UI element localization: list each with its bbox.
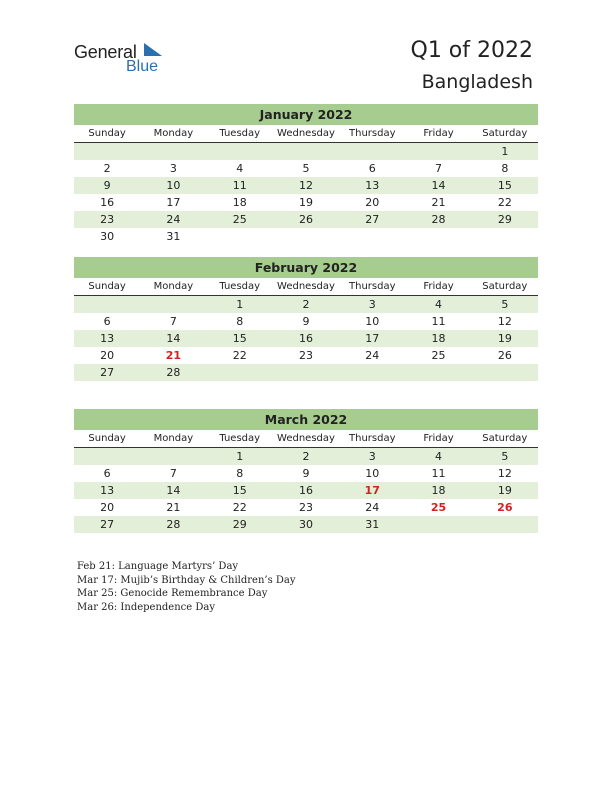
week-row [74, 482, 538, 499]
day-cell [273, 364, 339, 381]
logo-word-general: General [74, 42, 137, 62]
day-cell: 3 [169, 162, 177, 175]
brand-logo [74, 42, 174, 78]
day-cell: 12 [497, 315, 512, 328]
week-row [74, 499, 538, 516]
day-cell [207, 364, 273, 381]
day-cell: 30 [100, 230, 115, 243]
day-cell: 28 [166, 518, 181, 531]
week-row [74, 330, 538, 347]
week-row [74, 364, 538, 381]
weekday-label: Thursday [349, 433, 396, 444]
day-cell: 20 [365, 196, 380, 209]
day-cell: 7 [435, 162, 443, 175]
day-cell: 6 [103, 467, 111, 480]
week-row [74, 465, 538, 482]
holiday-note: Mar 17: Mujib’s Birthday & Children’s Day [77, 574, 296, 586]
day-cell: 12 [298, 179, 313, 192]
month-calendar-january [74, 104, 538, 245]
day-cell [339, 143, 405, 160]
holiday-day-cell: 17 [364, 484, 380, 497]
day-cell: 14 [166, 332, 181, 345]
day-cell: 22 [232, 349, 247, 362]
day-cell: 10 [365, 315, 380, 328]
day-cell: 1 [236, 450, 244, 463]
day-cell: 5 [501, 450, 509, 463]
day-cell: 2 [302, 450, 310, 463]
week-row [74, 160, 538, 177]
day-cell: 15 [232, 484, 247, 497]
day-cell: 23 [298, 349, 313, 362]
week-row [74, 194, 538, 211]
day-cell: 11 [431, 315, 446, 328]
day-cell: 18 [232, 196, 247, 209]
day-cell: 27 [100, 366, 115, 379]
day-cell: 11 [431, 467, 446, 480]
day-cell [339, 364, 405, 381]
day-cell [140, 296, 206, 313]
day-cell: 1 [501, 145, 509, 158]
day-cell: 4 [435, 450, 443, 463]
weekday-label: Saturday [482, 128, 528, 139]
day-cell: 10 [166, 179, 181, 192]
day-cell: 23 [298, 501, 313, 514]
holiday-note: Mar 25: Genocide Remembrance Day [77, 588, 268, 599]
day-cell: 3 [368, 298, 376, 311]
day-cell: 19 [298, 196, 313, 209]
weekday-label: Friday [423, 128, 454, 139]
day-cell: 25 [232, 213, 247, 226]
weekday-label: Saturday [482, 433, 528, 444]
week-row [74, 211, 538, 228]
day-cell [405, 228, 471, 245]
holiday-day-cell: 26 [497, 501, 513, 514]
day-cell: 7 [169, 315, 177, 328]
day-cell [140, 143, 206, 160]
weekday-label: Monday [153, 128, 194, 139]
weekday-label: Monday [153, 433, 194, 444]
weekday-label: Saturday [482, 281, 528, 292]
weekday-header-row [74, 125, 538, 143]
month-header: January 2022 [74, 104, 538, 125]
day-cell: 23 [100, 213, 115, 226]
weekday-label: Thursday [349, 128, 396, 139]
day-cell: 31 [166, 230, 181, 243]
day-cell: 8 [236, 315, 244, 328]
week-row [74, 228, 538, 245]
day-cell: 24 [166, 213, 181, 226]
day-cell: 16 [298, 484, 313, 497]
weekday-label: Friday [423, 281, 454, 292]
day-cell: 13 [100, 332, 115, 345]
logo-word-blue: Blue [126, 58, 159, 75]
day-cell: 30 [298, 518, 313, 531]
day-cell: 13 [365, 179, 380, 192]
day-cell: 16 [298, 332, 313, 345]
day-cell [472, 516, 538, 533]
day-cell: 18 [431, 332, 446, 345]
day-cell: 7 [169, 467, 177, 480]
day-cell [472, 364, 538, 381]
day-cell [405, 364, 471, 381]
holiday-note: Feb 21: Language Martyrs’ Day [77, 561, 239, 572]
day-cell: 19 [497, 484, 512, 497]
week-row [74, 177, 538, 194]
weekday-label: Tuesday [219, 281, 261, 292]
day-cell: 22 [497, 196, 512, 209]
weekday-header-row [74, 430, 538, 448]
weekday-label: Tuesday [219, 128, 261, 139]
day-cell: 9 [302, 315, 310, 328]
day-cell: 18 [431, 484, 446, 497]
month-calendar-february [74, 257, 538, 381]
weekday-label: Tuesday [219, 433, 261, 444]
country-name: Bangladesh [421, 71, 533, 93]
holiday-day-cell: 21 [165, 349, 182, 362]
month-calendar-march [74, 409, 538, 533]
weekday-label: Sunday [88, 128, 126, 139]
day-cell: 31 [365, 518, 380, 531]
day-cell: 13 [100, 484, 115, 497]
day-cell: 8 [236, 467, 244, 480]
page-title: Q1 of 2022 [410, 38, 533, 63]
day-cell: 3 [368, 450, 376, 463]
week-row [74, 143, 538, 160]
weekday-label: Monday [153, 281, 194, 292]
day-cell [273, 228, 339, 245]
weekday-label: Wednesday [277, 433, 335, 444]
day-cell [74, 143, 140, 160]
weekday-label: Sunday [88, 281, 126, 292]
day-cell [207, 228, 273, 245]
day-cell [405, 516, 471, 533]
day-cell: 22 [232, 501, 247, 514]
day-cell: 27 [365, 213, 380, 226]
day-cell: 24 [365, 349, 380, 362]
day-cell: 16 [100, 196, 115, 209]
holiday-day-cell: 25 [430, 501, 447, 514]
day-cell [472, 228, 538, 245]
weekday-header-row [74, 278, 538, 296]
day-cell: 1 [236, 298, 244, 311]
day-cell: 24 [365, 501, 380, 514]
holiday-note: Mar 26: Independence Day [77, 601, 215, 613]
day-cell: 9 [302, 467, 310, 480]
week-row [74, 448, 538, 465]
day-cell: 20 [100, 501, 115, 514]
week-row [74, 347, 538, 364]
day-cell [339, 228, 405, 245]
day-cell: 15 [497, 179, 512, 192]
day-cell: 17 [166, 196, 181, 209]
logo-flag-icon [142, 43, 164, 57]
day-cell [74, 296, 140, 313]
day-cell: 8 [501, 162, 509, 175]
day-cell: 28 [166, 366, 181, 379]
day-cell [405, 143, 471, 160]
day-cell: 11 [232, 179, 247, 192]
day-cell: 5 [501, 298, 509, 311]
day-cell: 15 [232, 332, 247, 345]
day-cell: 25 [431, 349, 446, 362]
month-header: February 2022 [74, 257, 538, 278]
weekday-label: Wednesday [277, 128, 335, 139]
day-cell: 9 [103, 179, 111, 192]
weekday-label: Thursday [349, 281, 396, 292]
day-cell: 17 [365, 332, 380, 345]
day-cell: 10 [365, 467, 380, 480]
day-cell: 6 [368, 162, 376, 175]
day-cell [140, 448, 206, 465]
day-cell: 12 [497, 467, 512, 480]
day-cell: 6 [103, 315, 111, 328]
day-cell: 5 [302, 162, 310, 175]
weekday-label: Friday [423, 433, 454, 444]
day-cell [207, 143, 273, 160]
day-cell: 14 [166, 484, 181, 497]
holiday-notes [77, 560, 296, 614]
day-cell: 29 [497, 213, 512, 226]
weekday-label: Sunday [88, 433, 126, 444]
day-cell: 26 [298, 213, 313, 226]
day-cell: 19 [497, 332, 512, 345]
month-header: March 2022 [74, 409, 538, 430]
day-cell: 14 [431, 179, 446, 192]
day-cell: 26 [497, 349, 512, 362]
day-cell [273, 143, 339, 160]
weekday-label: Wednesday [277, 281, 335, 292]
day-cell: 27 [100, 518, 115, 531]
week-row [74, 296, 538, 313]
day-cell: 4 [435, 298, 443, 311]
day-cell: 21 [166, 501, 181, 514]
day-cell: 28 [431, 213, 446, 226]
day-cell: 2 [103, 162, 111, 175]
day-cell: 2 [302, 298, 310, 311]
day-cell [74, 448, 140, 465]
day-cell: 4 [236, 162, 244, 175]
week-row [74, 313, 538, 330]
day-cell: 21 [431, 196, 446, 209]
day-cell: 20 [100, 349, 115, 362]
day-cell: 29 [232, 518, 247, 531]
week-row [74, 516, 538, 533]
